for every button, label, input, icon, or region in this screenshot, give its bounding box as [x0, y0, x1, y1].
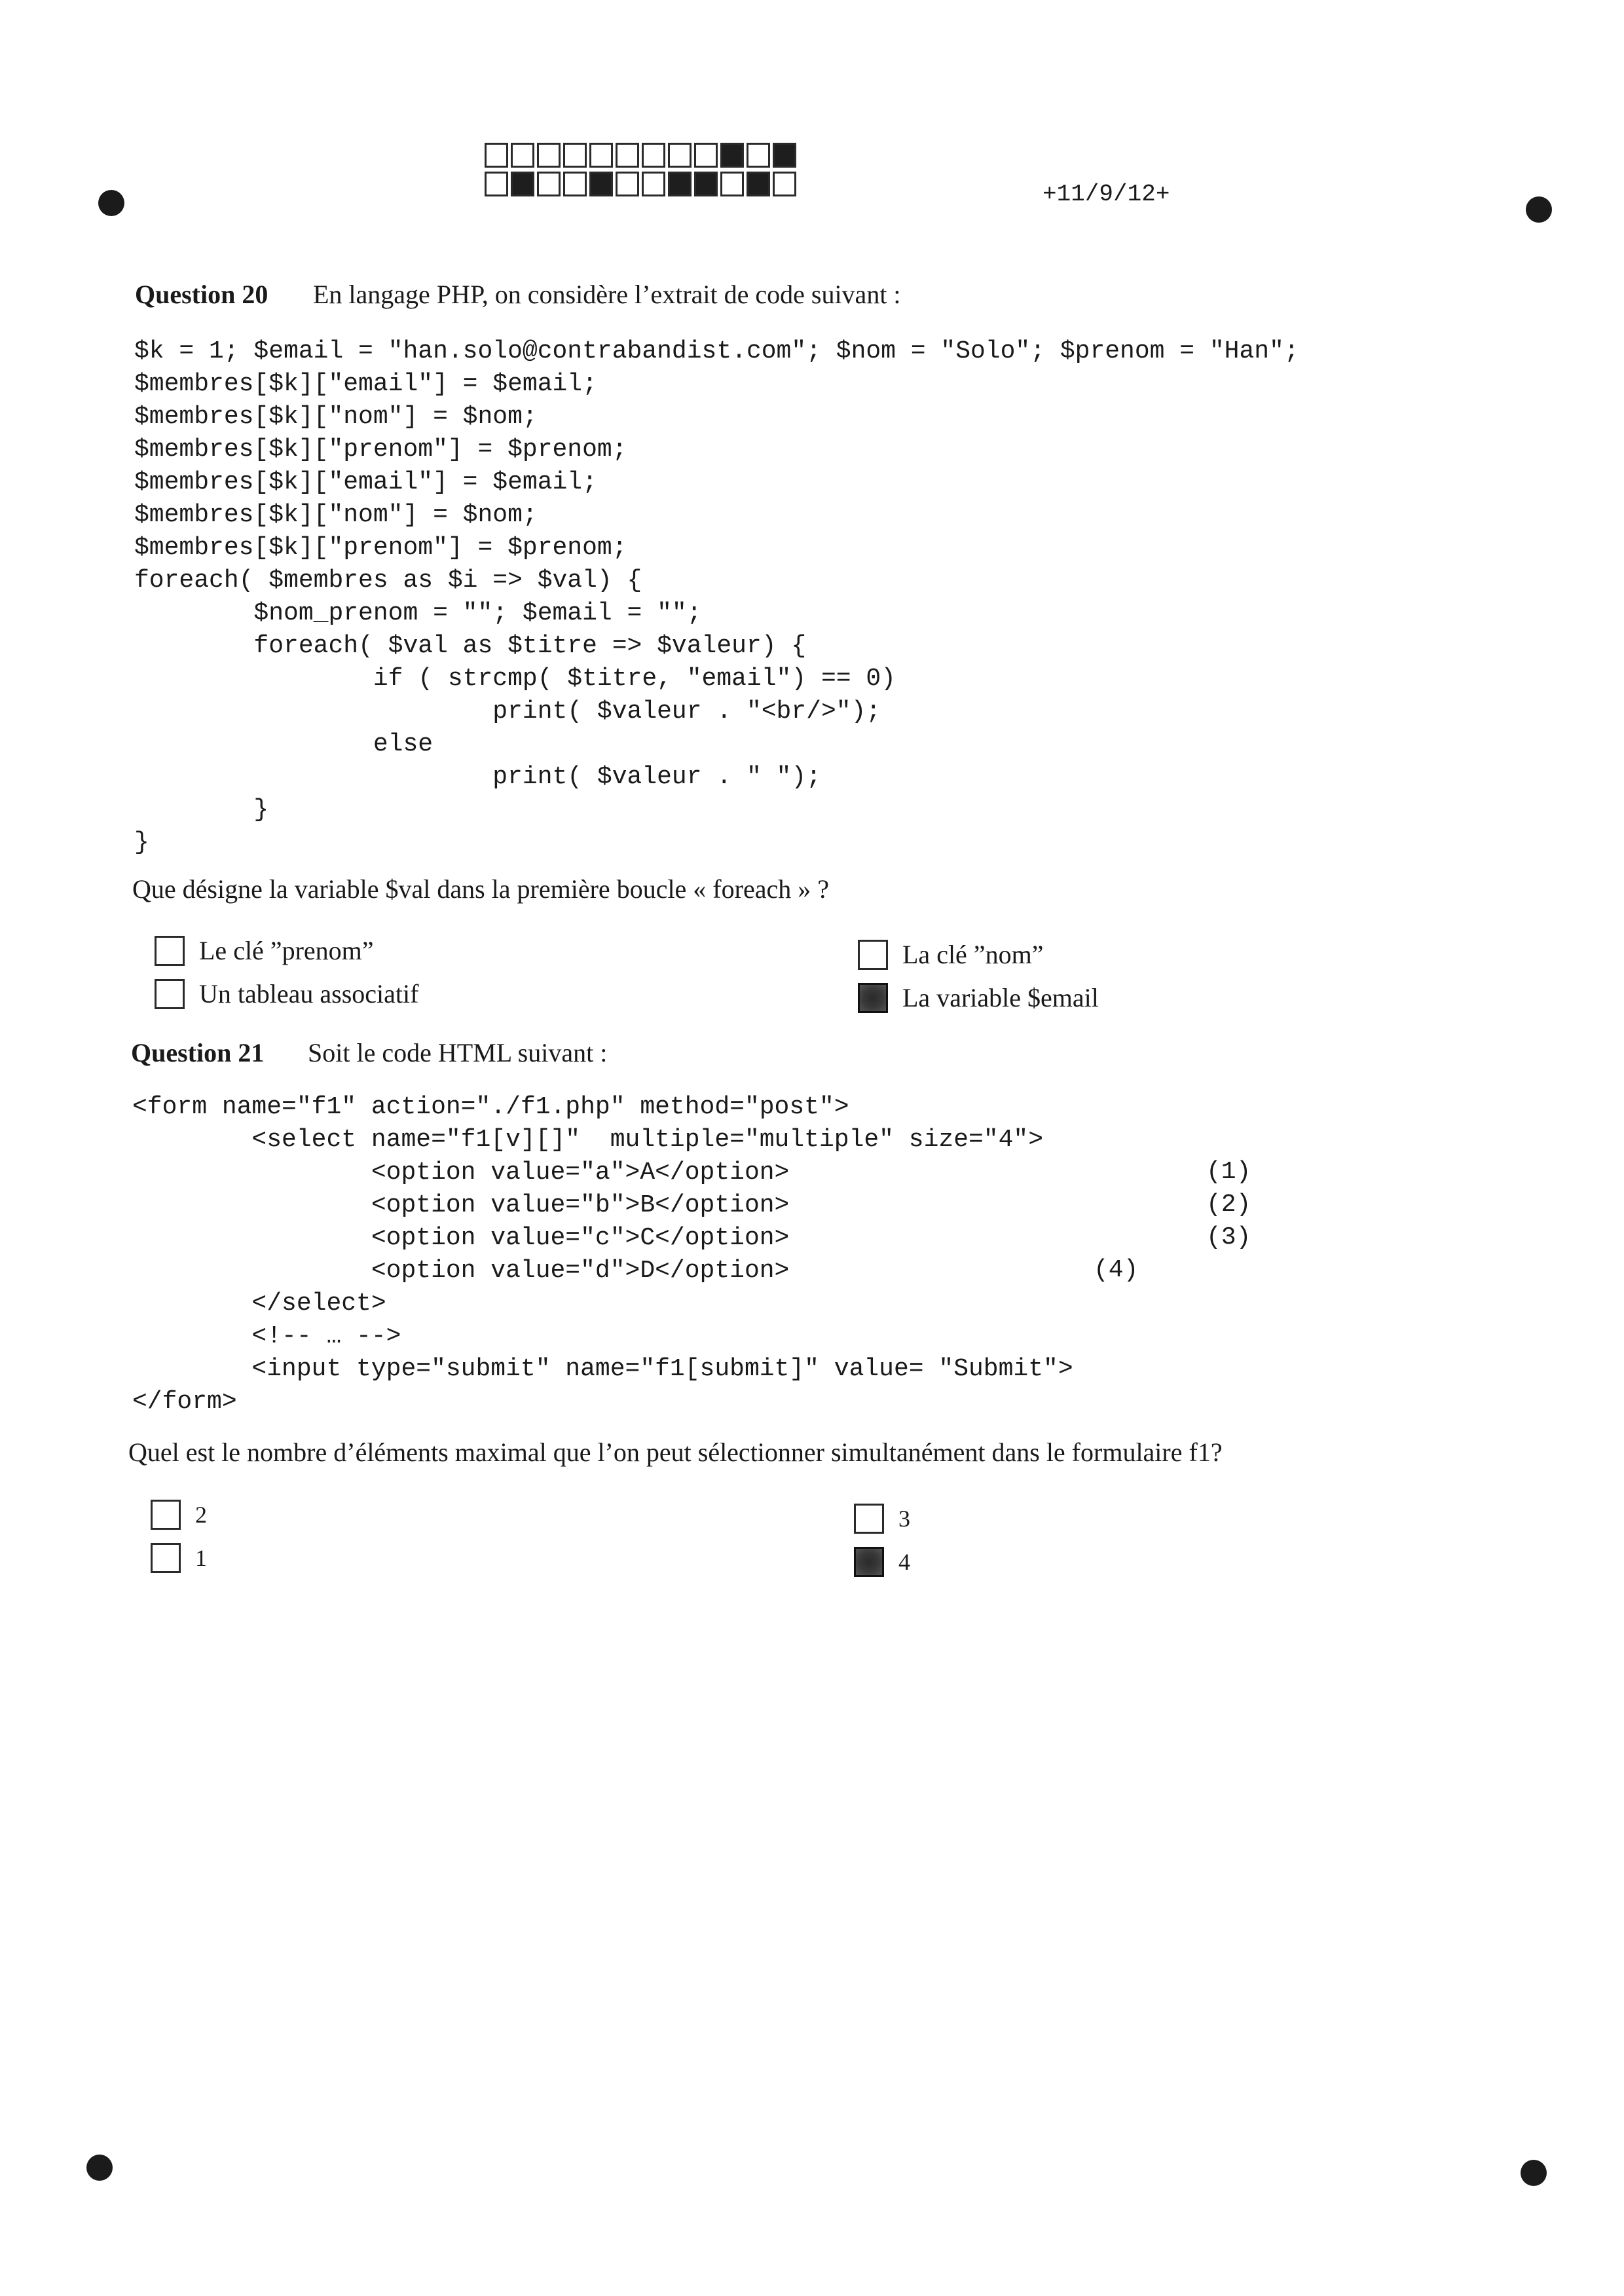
question-21-prompt: Quel est le nombre d’éléments maximal que l’on peut sélectionner simultanément dans le formulaire f1? [128, 1437, 1223, 1467]
q21-choice-4[interactable] [854, 1547, 910, 1577]
barcode-row-1-cell [485, 143, 508, 168]
q21-choice-3-label: 1 [195, 1545, 207, 1571]
barcode-row-2-cell [563, 172, 587, 196]
q21-choice-4-checkbox[interactable] [854, 1547, 884, 1577]
q21-choice-2[interactable] [854, 1504, 910, 1534]
q21-choice-1-checkbox[interactable] [151, 1500, 181, 1530]
q21-choice-4-label: 4 [898, 1549, 910, 1575]
page-barcode [485, 143, 799, 196]
barcode-row-1-cell [511, 143, 534, 168]
question-20-label: Question 20 [135, 280, 268, 309]
barcode-row-1-cell [642, 143, 665, 168]
q21-choice-2-label: 3 [898, 1506, 910, 1532]
barcode-row-1-cell [694, 143, 718, 168]
page-identifier: +11/9/12+ [1043, 181, 1170, 208]
question-21-intro: Soit le code HTML suivant : [308, 1038, 608, 1067]
option-ref-1: (1) [1206, 1158, 1251, 1186]
q20-choice-2[interactable] [858, 939, 1043, 970]
q20-choice-4[interactable] [858, 982, 1099, 1013]
corner-mark-top-right [1526, 196, 1552, 223]
question-20-intro: En langage PHP, on considère l’extrait de code suivant : [313, 280, 901, 309]
corner-mark-bottom-right [1521, 2160, 1547, 2186]
q20-choice-4-checkbox[interactable] [858, 983, 888, 1013]
barcode-row-2-cell [694, 172, 718, 196]
question-21-label: Question 21 [131, 1038, 265, 1067]
question-21-code: <form name="f1" action="./f1.php" method="post"> <select name="f1[v][]" multiple="multiple" size="4"> <option value="a">A</option> <option value="b">B</option> <option value="c">C</option> <option value="d">D</option> </select> <!-- … --> <input type="submit" name="f1[submit]" value= "Submit"> </form> [132, 1093, 1073, 1416]
q20-choice-2-checkbox[interactable] [858, 940, 888, 970]
barcode-row-1-cell [589, 143, 613, 168]
question-20-prompt: Que désigne la variable $val dans la première boucle « foreach » ? [132, 874, 829, 904]
q20-choice-1-checkbox[interactable] [155, 936, 185, 966]
q20-choice-4-label: La variable $email [902, 983, 1099, 1012]
barcode-row-1-cell [668, 143, 692, 168]
barcode-row-2-cell [511, 172, 534, 196]
q21-choice-3-checkbox[interactable] [151, 1543, 181, 1573]
barcode-row-2-cell [720, 172, 744, 196]
barcode-row-2-cell [589, 172, 613, 196]
q21-choice-3[interactable] [151, 1543, 207, 1573]
q21-choice-1[interactable] [151, 1500, 207, 1530]
q21-choice-1-label: 2 [195, 1502, 207, 1528]
barcode-row-2-cell [485, 172, 508, 196]
barcode-row-2-cell [616, 172, 639, 196]
barcode-row-1-cell [747, 143, 770, 168]
barcode-row-1-cell [773, 143, 796, 168]
barcode-row-2-cell [773, 172, 796, 196]
q20-choice-1[interactable] [155, 935, 374, 966]
barcode-row-1 [485, 143, 799, 168]
q21-choice-2-checkbox[interactable] [854, 1504, 884, 1534]
q20-choice-3-label: Un tableau associatif [199, 979, 419, 1009]
corner-mark-top-left [98, 190, 124, 216]
barcode-row-2 [485, 172, 799, 196]
barcode-row-2-cell [668, 172, 692, 196]
barcode-row-1-cell [720, 143, 744, 168]
q20-choice-3-checkbox[interactable] [155, 979, 185, 1009]
q20-choice-2-label: La clé ”nom” [902, 940, 1044, 969]
q20-choice-1-label: Le clé ”prenom” [199, 936, 374, 965]
option-ref-3: (3) [1206, 1223, 1251, 1251]
option-ref-2: (2) [1206, 1191, 1251, 1219]
barcode-row-2-cell [747, 172, 770, 196]
q20-choice-3[interactable] [155, 978, 418, 1009]
corner-mark-bottom-left [86, 2155, 113, 2181]
barcode-row-1-cell [563, 143, 587, 168]
barcode-row-1-cell [616, 143, 639, 168]
barcode-row-2-cell [537, 172, 561, 196]
barcode-row-1-cell [537, 143, 561, 168]
option-ref-4: (4) [1094, 1256, 1139, 1284]
question-20-code: $k = 1; $email = "han.solo@contrabandist.com"; $nom = "Solo"; $prenom = "Han"; $membres[$k]["email"] = $email; $membres[$k]["nom"] = $nom; $membres[$k]["prenom"] = $prenom; $membres[$k]["email"] = $email; $membres[$k]["nom"] = $nom; $membres[$k]["prenom"] = $prenom; foreach( $membres as $i => $val) { $nom_prenom = ""; $email = ""; foreach( $val as $titre => $valeur) { if ( strcmp( $titre, "email") == 0) print( $valeur . "<br/>"); else print( $valeur . " "); } } [134, 337, 1299, 857]
barcode-row-2-cell [642, 172, 665, 196]
